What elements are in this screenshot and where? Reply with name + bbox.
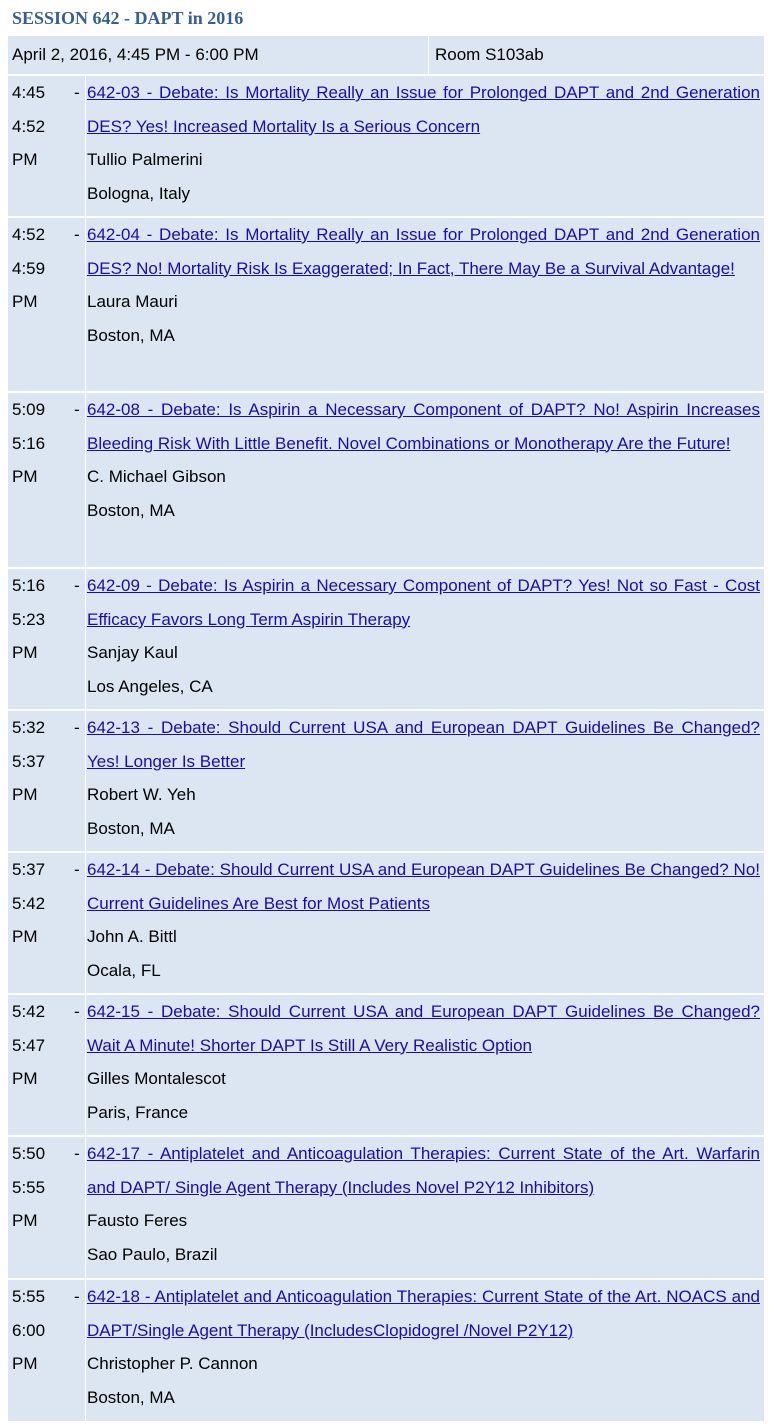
talk-time <box>8 569 86 709</box>
talk-ampm: PM <box>12 1354 38 1373</box>
talk-title-link[interactable]: 642-17 - Antiplatelet and Anticoagulation Therapies: Current State of the Art. Warfarin and DAPT/ Single Agent Therapy (Includes Novel P2Y12 Inhibitors) <box>87 1144 760 1197</box>
talk-row <box>8 1137 764 1278</box>
talk-end-time: 5:55 <box>12 1177 46 1197</box>
talk-row <box>8 853 764 993</box>
talk-ampm: PM <box>12 1069 38 1088</box>
talk-title-link[interactable]: 642-03 - Debate: Is Mortality Really an Issue for Prolonged DAPT and 2nd Generation DES? Yes! Increased Mortality Is a Serious Concern <box>87 83 760 136</box>
time-dash: - <box>74 1287 80 1306</box>
talk-title-link[interactable]: 642-13 - Debate: Should Current USA and European DAPT Guidelines Be Changed? Yes! Longer Is Better <box>87 718 760 771</box>
talk-speaker: Sanjay Kaul <box>87 643 178 662</box>
talk-ampm: PM <box>12 927 38 946</box>
talk-end-time: 5:23 <box>12 609 46 629</box>
talk-title-link[interactable]: 642-18 - Antiplatelet and Anticoagulation Therapies: Current State of the Art. NOACS and DAPT/Single Agent Therapy (IncludesClopidogrel /Novel P2Y12) <box>87 1287 760 1340</box>
talk-time <box>8 711 86 851</box>
talk-time <box>8 853 86 993</box>
time-dash: - <box>74 1144 80 1163</box>
talk-location: Los Angeles, CA <box>87 676 213 696</box>
talk-ampm: PM <box>12 292 38 311</box>
talk-speaker: C. Michael Gibson <box>87 467 226 486</box>
talk-start-time: 5:16 <box>12 576 46 595</box>
talk-end-time: 6:00 <box>12 1320 46 1340</box>
talk-speaker: John A. Bittl <box>87 927 177 946</box>
talk-ampm: PM <box>12 785 38 804</box>
talk-end-time: 4:52 <box>12 116 46 136</box>
session-room: Room S103ab <box>435 45 544 64</box>
talk-end-time: 5:16 <box>12 433 46 453</box>
talk-title-link[interactable]: 642-04 - Debate: Is Mortality Really an Issue for Prolonged DAPT and 2nd Generation DES? No! Mortality Risk Is Exaggerated; In Fact, There May Be a Survival Advantage! <box>87 225 760 278</box>
talk-row <box>8 711 764 851</box>
talk-time <box>8 218 86 391</box>
talk-end-time: 5:47 <box>12 1035 46 1055</box>
time-dash: - <box>74 83 80 102</box>
time-dash: - <box>74 1002 80 1021</box>
talk-start-time: 5:55 <box>12 1287 46 1306</box>
talk-time <box>8 1280 86 1421</box>
time-dash: - <box>74 400 80 419</box>
talk-start-time: 5:42 <box>12 1002 46 1021</box>
session-header-row <box>8 36 764 74</box>
talk-speaker: Tullio Palmerini <box>87 150 203 169</box>
time-dash: - <box>74 860 80 879</box>
talk-speaker: Christopher P. Cannon <box>87 1354 258 1373</box>
talk-ampm: PM <box>12 1211 38 1230</box>
talk-time <box>8 393 86 567</box>
talk-row <box>8 569 764 709</box>
talk-location: Sao Paulo, Brazil <box>87 1244 218 1264</box>
time-dash: - <box>74 225 80 244</box>
talk-speaker: Fausto Feres <box>87 1211 188 1230</box>
talk-title-link[interactable]: 642-09 - Debate: Is Aspirin a Necessary Component of DAPT? Yes! Not so Fast - Cost Efficacy Favors Long Term Aspirin Therapy <box>87 576 760 629</box>
talk-start-time: 5:09 <box>12 400 46 419</box>
talk-location: Bologna, Italy <box>87 183 191 203</box>
talk-location: Ocala, FL <box>87 960 161 980</box>
time-dash: - <box>74 718 80 737</box>
talk-location: Paris, France <box>87 1102 189 1122</box>
talk-end-time: 4:59 <box>12 258 46 278</box>
talk-ampm: PM <box>12 150 38 169</box>
talk-start-time: 5:50 <box>12 1144 46 1163</box>
talk-ampm: PM <box>12 643 38 662</box>
time-dash: - <box>74 576 80 595</box>
talk-time <box>8 1137 86 1278</box>
talk-title-link[interactable]: 642-15 - Debate: Should Current USA and European DAPT Guidelines Be Changed? Wait A Minute! Shorter DAPT Is Still A Very Realistic Option <box>87 1002 760 1055</box>
talk-start-time: 4:45 <box>12 83 46 102</box>
session-title: SESSION 642 - DAPT in 2016 <box>12 8 244 28</box>
talk-row <box>8 393 764 567</box>
talk-row <box>8 218 764 391</box>
talk-time <box>8 76 86 216</box>
talk-time <box>8 995 86 1135</box>
talk-title-link[interactable]: 642-08 - Debate: Is Aspirin a Necessary Component of DAPT? No! Aspirin Increases Bleeding Risk With Little Benefit. Novel Combinations or Monotherapy Are the Future! <box>87 400 760 453</box>
talk-end-time: 5:42 <box>12 893 46 913</box>
talk-speaker: Robert W. Yeh <box>87 785 196 804</box>
talk-start-time: 5:37 <box>12 860 46 879</box>
talk-location: Boston, MA <box>87 818 175 838</box>
talk-ampm: PM <box>12 467 38 486</box>
talk-row <box>8 76 764 216</box>
talk-location: Boston, MA <box>87 500 175 520</box>
talk-location: Boston, MA <box>87 1387 175 1407</box>
talk-title-link[interactable]: 642-14 - Debate: Should Current USA and European DAPT Guidelines Be Changed? No! Current Guidelines Are Best for Most Patients <box>87 860 760 913</box>
session-date-time: April 2, 2016, 4:45 PM - 6:00 PM <box>8 36 429 74</box>
talk-speaker: Laura Mauri <box>87 292 178 311</box>
talk-row <box>8 1280 764 1421</box>
talk-row <box>8 995 764 1135</box>
talk-start-time: 5:32 <box>12 718 46 737</box>
talk-start-time: 4:52 <box>12 225 46 244</box>
talk-end-time: 5:37 <box>12 751 46 771</box>
talk-speaker: Gilles Montalescot <box>87 1069 226 1088</box>
talk-location: Boston, MA <box>87 325 175 345</box>
